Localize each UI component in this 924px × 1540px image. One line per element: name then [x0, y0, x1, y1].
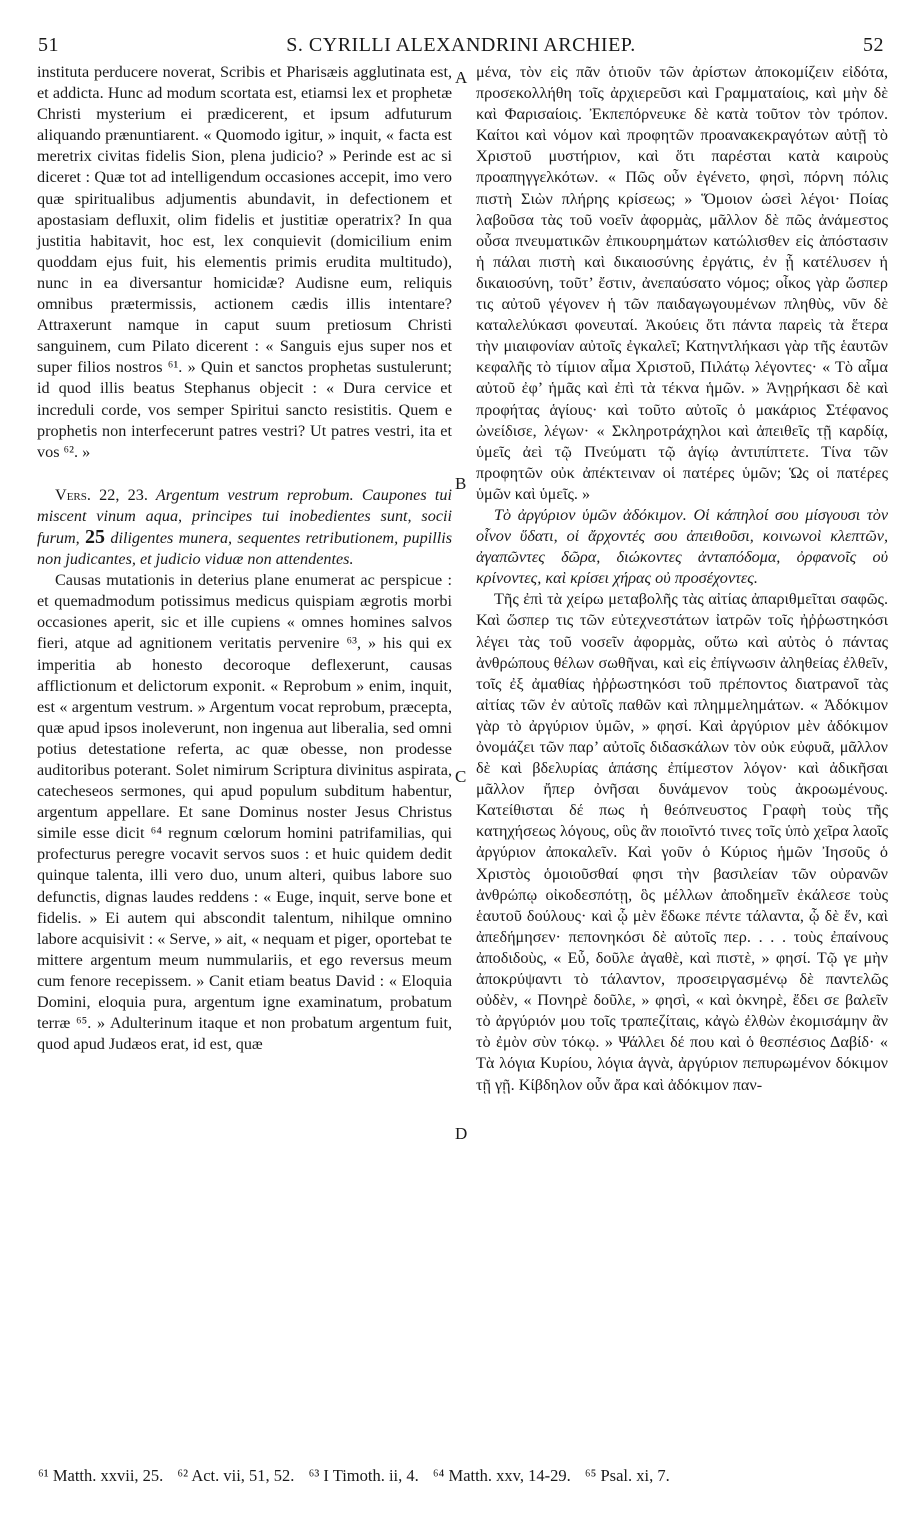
verse-label: Vers. 22, 23.: [55, 485, 148, 504]
margin-marker-d: D: [455, 1124, 468, 1143]
page-header: [38, 34, 884, 58]
footnote-63: ⁶³ I Timoth. ii, 4.: [308, 1466, 419, 1485]
greek-paragraph-1: μένα, τὸν εἰς πᾶν ὁτιοῦν τῶν ἀρίστων ἀποκομίζειν εἰδότα, προσεκολλήθη τοῖς ἀρχιερεῦσι καὶ Γραμματαίοις, καὶ μὴν δὲ καὶ Φαρισαίοις. Ἐκπεπόρνευκε δὲ κατὰ τοῦτον τὸν τρόπον. Καίτοι καὶ νόμον καὶ προφητῶν προανακεκραγότων αὐτῇ τὸ Χριστοῦ μυστήριον, καὶ ὅτι παρέσται κατὰ καιροὺς προαπηγγελκότων. « Πῶς οὖν ἐγένετο, φησὶ, πόρνη πόλις πιστὴ Σιὼν πλήρης κρίσεως; » Ὅμοιον ὡσεὶ λέγοι· Ποίας λαβοῦσα τὰς τοῦ νοεῖν ἀφορμὰς, μᾶλλον δὲ πῶς ἀνάμεστος οὖσα πνευματικῶν ἐπικουρημάτων κατώλισθεν εἰς ἀπόστασιν ἡ πάλαι πιστὴ καὶ δικαιοσύνης ἐργάτις, ἐν ᾗ κατέλυσεν ἡ δικαιοσύνη, τοῦτ’ ἔστιν, ἀνεπαύσατο νόμος; οἶκος γὰρ ὥσπερ τις αὐτοῦ γέγονεν ἡ τῶν παιδαγωγουμένων πληθὺς, νῦν δὲ καταλελύκασι φονευταί. Ἀκούεις ὅτι πάντα παρεὶς τὰ ἕτερα τὴν μιαιφονίαν αὐτοῖς ἐγκαλεῖ; Κατηντλήκασι γὰρ τῆς ἑαυτῶν κεφαλῆς τὸ τίμιον αἷμα Χριστοῦ, Πιλάτῳ λέγοντες· « Τὸ αἷμα αὐτοῦ ἐφ’ ἡμᾶς καὶ ἐπὶ τὰ τέκνα ἡμῶν. » Ἀνῃρήκασι δὲ καὶ προφήτας ἁγίους· καὶ τοῦτο αὐτοῖς ὁ μακάριος Στέφανος ὠνείδισε, λέγων· « Σκληροτράχηλοι καὶ ἀπειθεῖς τῇ καρδίᾳ, ὑμεῖς ἀεὶ τῷ Πνεύματι τῷ ἁγίῳ ἀντιπίπτετε. Τίνα τῶν προφητῶν οὐκ ἀπέκτειναν οἱ πατέρες ὑμῶν; Ὡς οἱ πατέρες ὑμῶν καὶ ὑμεῖς. »: [476, 63, 888, 503]
latin-paragraph-2: Causas mutationis in deterius plane enumerat ac perspicue : et quemadmodum potissimus medicus quispiam ægrotis morbi occasiones aperit, sic et ille cupiens « omnes homines salvos fieri, atque ad agnitionem veritatis pervenire ⁶³, » his qui ex imperitia ab honesto decoroque deflexerunt, causas afflictionum et delictorum exponit. « Reprobum » enim, inquit, est « argentum vestrum. » Argentum vocat reprobum, præcepta, quæ apud ipsos inoleverunt, non ingenua aut liberalia, sed omni potius detestatione referta, ac quæ obesse, non prodesse auditoribus poterant. Solet nimirum Scriptura divinitus aspirata, catecheseos sermones, qui apud populum subditum habentur, argentum appellare. Et sane Dominus noster Jesus Christus simile esse dicit ⁶⁴ regnum cœlorum homini patrifamilias, qui profecturus peregre vocavit servos suos : et huic quidem dedit quinque talenta, illi vero duo, unum alteri, quibus labore suo defunctis, dignas laudes reddens : « Euge, inquit, serve bone et fidelis. » Ei autem qui abscondit talentum, nihilque omnino labore acquisivit : « Serve, » ait, « nequam et piger, oportebat te mittere argentum meum nummulariis, et ego reversus meum cum fenore recepissem. » Canit etiam beatus David : « Eloquia Domini, eloquia pura, argentum igne examinatum, probatum terræ ⁶⁵. » Adulterinum itaque et non probatum argentum fuit, quod apud Judæos erat, id est, quæ: [37, 571, 452, 1054]
page-number-left: 51: [38, 34, 59, 56]
greek-column: [476, 62, 888, 1096]
footnote-64: ⁶⁴ Matth. xxv, 14-29.: [432, 1466, 571, 1485]
margin-marker-c: C: [455, 767, 467, 786]
footnote-62: ⁶² Act. vii, 51, 52.: [177, 1466, 295, 1485]
latin-paragraph-1: instituta perducere noverat, Scribis et Pharisæis agglutinata est, et addicta. Hunc ad modum scortata est, etiamsi lex et prophetæ Christi mysterium ei prædicerent, et ipsum adfuturum aliquando prænuntiarent. « Quomodo igitur, » inquit, « facta est meretrix civitas fidelis Sion, plena judicio? » Perinde est ac si diceret : Quæ tot ad intelligendum occasiones accepit, imo vero quæ spiritualibus adjumentis abundavit, in defectionem et apostasiam defluxit, olim fidelis et justitiæ operatrix? In qua justitia habitavit, hoc est, lex conquievit (domicilium enim quoddam ejus fuit, his elementis primis erudita multitudo), nunc in ea diversantur homicidæ? Audisne eum, reliquis omnibus prætermissis, actionem cædis illis intentare? Attraxerunt namque in caput suum pretiosum Christi sanguinem, cum Pilato dicerent : « Sanguis ejus super nos et super filios nostros ⁶¹. » Quin et sanctos prophetas sustulerunt; id quod illis beatus Stephanus objecit : « Dura cervice et increduli corde, vos semper Spiritui sancto resistitis. Quem e prophetis non interfecerunt patres vestri? Ut patres vestri, ita et vos ⁶². »: [37, 63, 452, 461]
margin-marker-b: B: [455, 474, 467, 493]
page-number-right: 52: [863, 34, 884, 56]
latin-verse-text-a: Argentum vestrum reprobum. Caupones tui miscent vinum aqua, principes tui inobedientes sunt, socii furum,: [37, 485, 452, 547]
latin-column: [37, 62, 452, 1055]
footnote-61: ⁶¹ Matth. xxvii, 25.: [38, 1466, 164, 1485]
latin-verse-text-b: diligentes munera, sequentes retributionem, pupillis non judicantes, et judicio viduæ non attendentes.: [37, 528, 453, 569]
running-title: S. CYRILLI ALEXANDRINI ARCHIEP.: [286, 34, 636, 56]
greek-verse: Τὸ ἀργύριον ὑμῶν ἀδόκιμον. Οἱ κάπηλοί σου μίσγουσι τὸν οἶνον ὕδατι, οἱ ἄρχοντές σου ἀπειθοῦσι, κοινωνοὶ κλεπτῶν, ἀγαπῶντες δῶρα, διώκοντες ἀνταπόδομα, ὀρφανοῖς οὐ κρίνοντες, καὶ κρίσει χήρας οὐ προσέχοντες.: [476, 505, 888, 588]
footnote-65: ⁶⁵ Psal. xi, 7.: [584, 1466, 670, 1485]
footnotes: [38, 1466, 884, 1486]
margin-marker-a: A: [455, 68, 468, 87]
column-number: 25: [85, 525, 106, 548]
latin-verse: [37, 485, 452, 570]
greek-paragraph-2: Τῆς ἐπὶ τὰ χείρω μεταβολῆς τὰς αἰτίας ἀπαριθμεῖται σαφῶς. Καὶ ὥσπερ τις τῶν εὐτεχνεστάτων ἰατρῶν τοῖς ἠῤῥωστηκόσι λέγει τὰς τοῦ νοσεῖν ἀφορμὰς, οὕτω καὶ αὐτὸς ὁ πάντας ἀνθρώπους θέλων σωθῆναι, καὶ εἰς ἐπίγνωσιν ἀληθείας ἐλθεῖν, τοῖς ἐξ ἀμαθίας ἠῤῥωστηκόσι τοῦ πρέποντος διατρανοῖ τὰς αἰτίας τῶν ἐν αὐτοῖς παθῶν καὶ πλημμελημάτων. « Ἀδόκιμον γὰρ τὸ ἀργύριον ὑμῶν, » φησί. Καὶ ἀργύριον μὲν ἀδόκιμον ὀνομάζει τῶν παρ’ αὐτοῖς διδασκάλων τὸν οὐκ εὐφυᾶ, μᾶλλον δὲ καὶ βδελυρίας ἁπάσης ἐπίμεστον λόγον· καὶ ἀδικῆσαι μᾶλλον ἤπερ ὀνῆσαι δυνάμενον τοὺς ἀκροωμένους. Κατείθισται δέ πως ἡ θεόπνευστος Γραφὴ τοὺς τῆς κατηχήσεως λόγους, οὓς ἂν ποιοῖντό τινες τοῖς ὑπὸ χεῖρα λαοῖς ἀργύριον ἀποκαλεῖν. Καὶ γοῦν ὁ Κύριος ἡμῶν Ἰησοῦς ὁ Χριστὸς ὁμοιοῦσθαί φησι τὴν βασιλείαν τῶν οὐρανῶν ἀνθρώπῳ οἰκοδεσπότῃ, ὃς μέλλων ἀποδημεῖν ἐκάλεσε τοὺς ἑαυτοῦ δούλους· καὶ ᾧ μὲν ἔδωκε πέντε τάλαντα, ᾧ δὲ ἕν, καὶ ἀπεδήμησεν· πεπονηκόσι δὲ αὐτοῖς περ. . . . τοὺς ἐπαίνους ἀποδιδοὺς, « Εὖ, δοῦλε ἀγαθὲ, καὶ πιστὲ, » φησί. Τῷ γε μὴν ἀποκρύψαντι τὸ τάλαντον, προσειργασμένῳ δὲ παντελῶς οὐδὲν, « Πονηρὲ δοῦλε, » φησὶ, « καὶ ὀκνηρὲ, ἔδει σε βαλεῖν τὸ ἀργύριόν μου τοῖς τραπεζίταις, κἀγὼ ἐλθὼν ἐκομισάμην ἂν τὸ ἐμὸν σὺν τόκῳ. » Ψάλλει δέ που καὶ ὁ θεσπέσιος Δαβίδ· « Τὰ λόγια Κυρίου, λόγια ἁγνὰ, ἀργύριον πεπυρωμένον δόκιμον τῇ γῇ. Κίβδηλον οὖν ἄρα καὶ ἀδόκιμον παν-: [476, 590, 888, 1094]
